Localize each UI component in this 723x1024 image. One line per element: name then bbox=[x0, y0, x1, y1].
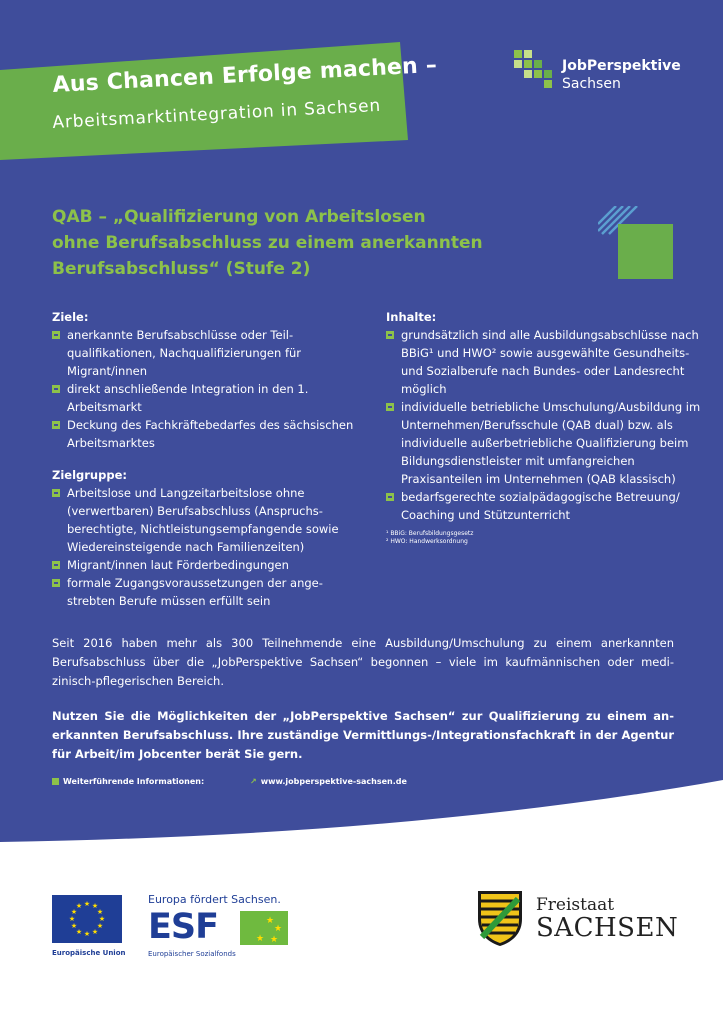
esf-letters: ESF bbox=[148, 907, 219, 947]
zielgruppe-list bbox=[52, 484, 368, 610]
eu-label: Europäische Union bbox=[52, 949, 126, 957]
esf-top-text: Europa fördert Sachsen. bbox=[148, 893, 281, 906]
svg-text:★: ★ bbox=[68, 915, 76, 923]
link-arrow-icon: ↗ bbox=[250, 777, 257, 786]
list-item: bedarfsgerechte sozialpädagogische Betreuung/ Coaching und Stützunterricht bbox=[386, 488, 706, 524]
sachsen-line1: Freistaat bbox=[536, 895, 615, 915]
mosaic-squares-icon bbox=[512, 48, 556, 92]
esf-logo bbox=[148, 893, 308, 958]
svg-text:★: ★ bbox=[270, 935, 279, 945]
left-column bbox=[52, 308, 368, 610]
list-item: formale Zugangsvoraussetzungen der ange-strebten Berufe müssen erfüllt sein bbox=[52, 574, 368, 610]
banner-subtitle: Arbeitsmarktintegration in Sachsen bbox=[52, 95, 382, 133]
svg-text:★: ★ bbox=[91, 928, 99, 936]
eu-flag-icon bbox=[52, 895, 122, 943]
headline bbox=[52, 204, 492, 282]
ziele-list bbox=[52, 326, 368, 452]
footnote-hwo: ² HWO: Handwerksordnung bbox=[386, 538, 468, 545]
list-item: grundsätzlich sind alle Ausbildungsabschlüsse nach BBiG¹ und HWO² sowie ausgewählte Gesundheits- und Sozialberufe nach Bundes- oder Landesrecht möglich bbox=[386, 326, 706, 398]
sachsen-line2: SACHSEN bbox=[536, 913, 679, 943]
headline-line3: Berufsabschluss“ (Stufe 2) bbox=[52, 259, 311, 279]
sachsen-coat-of-arms-icon bbox=[476, 889, 524, 947]
jobperspektive-logo bbox=[512, 48, 682, 96]
website-link[interactable] bbox=[250, 777, 407, 786]
info-label-text: Weiterführende Informationen: bbox=[63, 777, 205, 786]
freistaat-sachsen-logo bbox=[476, 889, 681, 949]
svg-text:★: ★ bbox=[98, 915, 106, 923]
svg-text:★: ★ bbox=[266, 916, 275, 926]
list-item: anerkannte Berufsabschlüsse oder Teil-qualifikationen, Nachqualifizierungen für Migrant/innen bbox=[52, 326, 368, 380]
website-url[interactable]: www.jobperspektive-sachsen.de bbox=[260, 777, 407, 786]
list-item: Arbeitslose und Langzeitarbeitslose ohne (verwertbaren) Berufsabschluss (Anspruchs-berechtigte, Nichtleistungsempfangende sowie Wiedereinsteigende nach Familienzeiten) bbox=[52, 484, 368, 556]
banner-title: Aus Chancen Erfolge machen – bbox=[52, 52, 438, 98]
svg-text:★: ★ bbox=[256, 934, 265, 944]
list-item: Migrant/innen laut Förderbedingungen bbox=[52, 556, 368, 574]
info-label bbox=[52, 777, 204, 786]
headline-line1: QAB – „Qualifizierung von Arbeitslosen bbox=[52, 207, 426, 227]
arrow-icon bbox=[52, 778, 59, 785]
footnote-bbig: ¹ BBiG: Berufsbildungsgesetz bbox=[386, 530, 474, 537]
list-item: individuelle betriebliche Umschulung/Ausbildung im Unternehmen/Berufsschule (QAB dual) bzw. als individuelle außerbetriebliche Qualifizierung beim Bildungsdienstleister mit umfangreichen Praxisanteilen im Unternehmen (QAB klassisch) bbox=[386, 398, 706, 488]
logo-line1: JobPerspektive bbox=[562, 58, 681, 74]
cta-paragraph: Nutzen Sie die Möglichkeiten der „JobPerspektive Sachsen“ zur Qualifizierung zu einem an-erkannten Berufsabschluss. Ihre zuständige Vermittlungs-/Integrationsfachkraft in der Agentur für Arbeit/im Jobcenter berät Sie gern. bbox=[52, 709, 674, 761]
svg-text:★: ★ bbox=[83, 900, 91, 908]
svg-text:★: ★ bbox=[96, 908, 104, 916]
svg-text:★: ★ bbox=[96, 922, 104, 930]
list-item: direkt anschließende Integration in den 1. Arbeitsmarkt bbox=[52, 380, 368, 416]
right-column bbox=[386, 308, 706, 546]
zielgruppe-title: Zielgruppe: bbox=[52, 468, 127, 482]
headline-line2: ohne Berufsabschluss zu einem anerkannten bbox=[52, 233, 483, 253]
svg-text:★: ★ bbox=[274, 924, 283, 934]
inhalte-title: Inhalte: bbox=[386, 310, 437, 324]
esf-star-box-icon bbox=[240, 911, 288, 945]
svg-text:★: ★ bbox=[70, 908, 78, 916]
inhalte-list bbox=[386, 326, 706, 524]
svg-text:★: ★ bbox=[91, 902, 99, 910]
white-curve bbox=[0, 780, 723, 870]
svg-text:★: ★ bbox=[83, 930, 91, 938]
intro-paragraph: Seit 2016 haben mehr als 300 Teilnehmende eine Ausbildung/Umschulung zu einem anerkannten Berufsabschluss über die „JobPerspektive Sachsen“ begonnen – viele im kaufmännischen oder medi-zinisch-pflegerischen Bereich. bbox=[52, 636, 674, 688]
decorative-square-icon bbox=[598, 206, 678, 281]
svg-text:★: ★ bbox=[70, 922, 78, 930]
list-item: Deckung des Fachkräftebedarfes des sächsischen Arbeitsmarktes bbox=[52, 416, 368, 452]
eu-logo bbox=[52, 895, 126, 957]
svg-text:★: ★ bbox=[75, 902, 83, 910]
logo-line2: Sachsen bbox=[562, 76, 621, 92]
ziele-title: Ziele: bbox=[52, 310, 89, 324]
svg-text:★: ★ bbox=[75, 928, 83, 936]
footnotes bbox=[386, 530, 706, 546]
esf-bottom-text: Europäischer Sozialfonds bbox=[148, 950, 236, 958]
